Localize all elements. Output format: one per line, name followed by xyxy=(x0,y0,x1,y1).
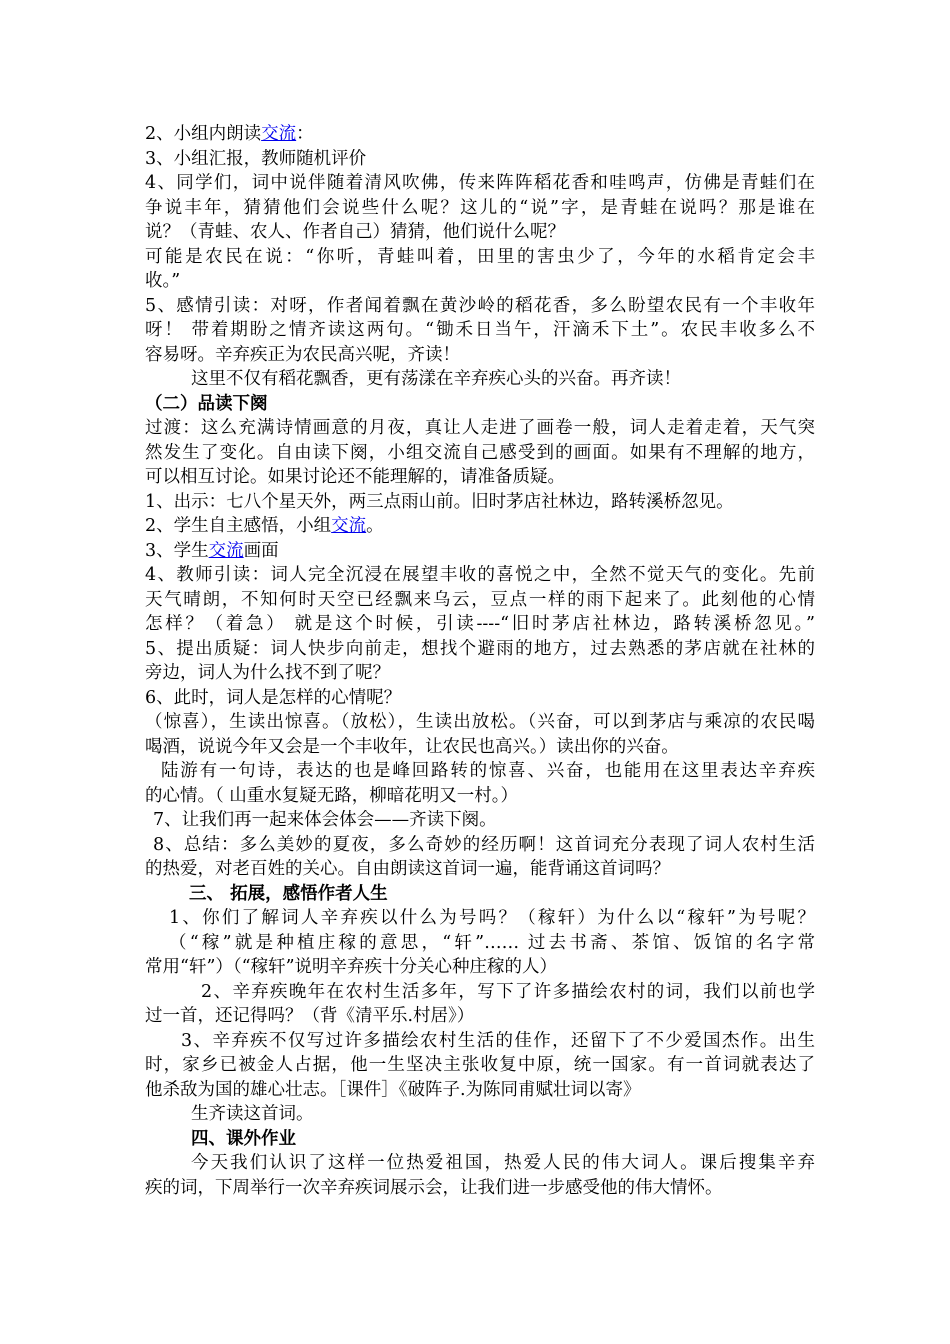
text-line: （“稼”就是种植庄稼的意思，“轩”…… 过去书斋、茶馆、饭馆的名字常 xyxy=(169,932,815,953)
text-line: 疾的词，下周举行一次辛弃疾词展示会，让我们进一步感受他的伟大情怀。 xyxy=(145,1177,723,1198)
text-line: 3、辛弃疾不仅写过许多描绘农村生活的佳作，还留下了不少爱国杰作。出生 xyxy=(181,1030,815,1051)
text-line: 的热爱，对老百姓的关心。自由朗读这首词一遍，能背诵这首词吗？ xyxy=(145,859,670,879)
text-line: 这里不仅有稻花飘香，更有荡漾在辛弃疾心头的兴奋。再齐读！ xyxy=(191,369,681,389)
text-line: 6、此时，词人是怎样的心情呢？ xyxy=(145,687,402,708)
text-span: 画面 xyxy=(243,540,279,561)
text-line: 他杀敌为国的雄心壮志。［课件］《破阵子.为陈同甫赋壮词以寄》 xyxy=(145,1079,641,1100)
text-line: 可能是农民在说：“你听，青蛙叫着，田里的害虫少了，今年的水稻肯定会丰 xyxy=(145,246,815,267)
text-line: 呀！ 带着期盼之情齐读这两句。“锄禾日当午，汗滴禾下土”。农民丰收多么不 xyxy=(145,320,815,340)
text-line: 1、出示：七八个星天外，两三点雨山前。旧时茅店社林边，路转溪桥忽见。 xyxy=(145,491,734,512)
text-line: 陆游有一句诗，表达的也是峰回路转的惊喜、兴奋，也能用在这里表达辛弃疾 xyxy=(161,761,815,781)
text-line: 争说丰年，猜猜他们会说些什么呢？这儿的“说”字，是青蛙在说吗？那是谁在 xyxy=(145,197,815,218)
text-line: 天气晴朗，不知何时天空已经飘来乌云，豆点一样的雨下起来了。此刻他的心情 xyxy=(145,589,815,610)
text-line xyxy=(145,539,815,564)
text-line: 喝酒，说说今年又会是一个丰收年，让农民也高兴。）读出你的兴奋。 xyxy=(145,736,679,757)
text-line: 收。” xyxy=(145,271,181,291)
text-line: 容易呀。辛弃疾正为农民高兴呢，齐读！ xyxy=(145,344,460,365)
text-line: 生齐读这首词。 xyxy=(191,1104,314,1124)
text-line: （惊喜），生读出惊喜。（放松），生读出放松。（兴奋，可以到茅店与乘凉的农民喝 xyxy=(145,712,815,732)
text-line: 常用“轩”）（“稼轩”说明辛弃疾十分关心种庄稼的人） xyxy=(145,957,558,977)
text-span: 2、学生自主感悟，小组 xyxy=(145,516,332,536)
text-span: ： xyxy=(296,124,314,144)
text-line: 过一首，还记得吗？（背《清平乐.村居》） xyxy=(145,1006,475,1026)
text-span: 。 xyxy=(366,516,384,536)
text-line: 7、让我们再一起来体会体会——齐读下阕。 xyxy=(153,810,497,830)
text-line: 2、辛弃疾晚年在农村生活多年，写下了许多描绘农村的词，我们以前也学 xyxy=(201,981,815,1002)
section-heading: 三、 拓展，感悟作者人生 xyxy=(189,883,388,904)
exchange-link[interactable]: 交流 xyxy=(261,124,297,144)
text-line: 过渡：这么充满诗情画意的月夜，真让人走进了画卷一般，词人走着走着，天气突 xyxy=(145,418,815,438)
section-heading: 四、课外作业 xyxy=(191,1128,296,1149)
text-line: 1、你们了解词人辛弃疾以什么为号吗？（稼轩）为什么以“稼轩”为号呢？ xyxy=(169,908,815,928)
text-line: 4、教师引读：词人完全沉浸在展望丰收的喜悦之中，全然不觉天气的变化。先前 xyxy=(145,565,815,585)
text-line: 3、小组汇报，教师随机评价 xyxy=(145,148,367,169)
text-span: 2、小组内朗读 xyxy=(145,124,262,144)
text-line: 今天我们认识了这样一位热爱祖国，热爱人民的伟大词人。课后搜集辛弃 xyxy=(191,1153,815,1173)
document-page xyxy=(145,122,815,1200)
text-line: 的心情。（ 山重水复疑无路，柳暗花明又一村。） xyxy=(145,785,519,806)
exchange-link[interactable]: 交流 xyxy=(331,516,367,536)
section-heading: （二）品读下阕 xyxy=(145,393,268,414)
text-line: 怎样？（着急） 就是这个时候，引读----“旧时茅店社林边，路转溪桥忽见。” xyxy=(145,614,815,634)
text-line: 旁边，词人为什么找不到了呢？ xyxy=(145,663,390,683)
text-line xyxy=(145,122,815,147)
text-line: 8、总结：多么美妙的夏夜，多么奇妙的经历啊！这首词充分表现了词人农村生活 xyxy=(153,834,815,855)
text-line: 5、提出质疑：词人快步向前走，想找个避雨的地方，过去熟悉的茅店就在社林的 xyxy=(145,638,815,659)
exchange-link[interactable]: 交流 xyxy=(208,540,244,561)
text-line: 4、同学们，词中说伴随着清风吹佛，传来阵阵稻花香和哇鸣声，仿佛是青蛙们在 xyxy=(145,173,815,193)
text-line: 说？（青蛙、农人、作者自己）猜猜，他们说什么呢？ xyxy=(145,222,565,242)
text-span: 3、学生 xyxy=(145,540,209,561)
text-line xyxy=(145,514,815,539)
text-line: 然发生了变化。自由读下阕，小组交流自己感受到的画面。如果有不理解的地方， xyxy=(145,442,815,463)
text-line: 时，家乡已被金人占据，他一生坚决主张收复中原，统一国家。有一首词就表达了 xyxy=(145,1055,815,1075)
text-line: 5、感情引读：对呀，作者闻着飘在黄沙岭的稻花香，多么盼望农民有一个丰收年 xyxy=(145,295,815,316)
text-line: 可以相互讨论。如果讨论还不能理解的，请准备质疑。 xyxy=(145,467,565,487)
